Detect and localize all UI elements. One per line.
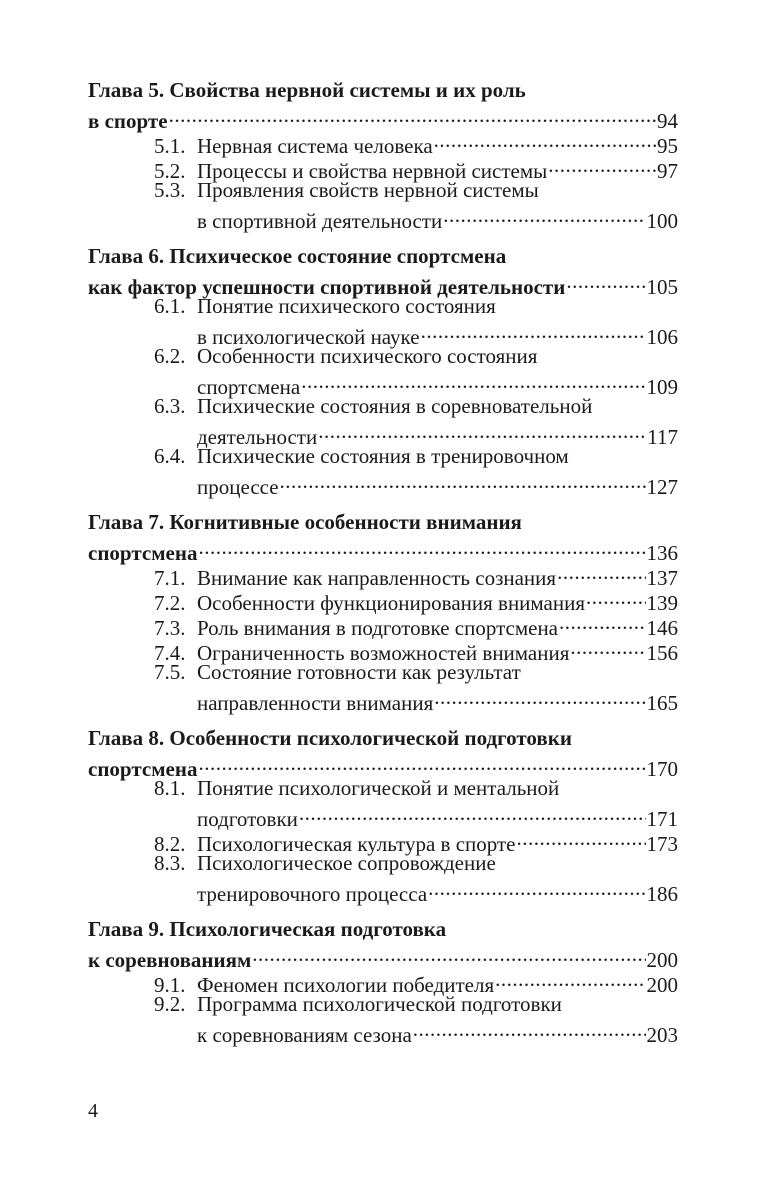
page-ref: 170: [646, 757, 678, 781]
section-entry-continued: деятельности ..... 117: [88, 419, 678, 444]
chapter-title-line1: Глава 8. Особенности психологической подготовки: [88, 726, 572, 750]
leader-dots: [198, 751, 645, 776]
section-entry: 7.2. Особенности функционирования внимания ..... 139: [88, 585, 678, 610]
section-entry-continued: в психологической науке ..... 106: [88, 319, 678, 344]
leader-dots: [495, 967, 645, 992]
leader-dots: [570, 635, 645, 660]
section-entry-continued: подготовки ..... 171: [88, 801, 678, 826]
section-entry: 6.3. Психические состояния в соревновательной: [154, 394, 593, 418]
section-entry: 7.1. Внимание как направленность сознания ..... 137: [88, 560, 678, 585]
leader-dots: [586, 585, 645, 610]
section-entry-continued: процессе ..... 127: [88, 469, 678, 494]
leader-dots: [428, 876, 645, 901]
section-entry: 9.2. Программа психологической подготовки: [154, 992, 562, 1016]
leader-dots: [443, 203, 645, 228]
table-of-contents: [88, 78, 678, 1058]
chapter-9: [88, 917, 678, 1047]
leader-dots: [434, 128, 656, 153]
section-entry: 5.3. Проявления свойств нервной системы: [154, 178, 539, 202]
chapter-title-line1: Глава 5. Свойства нервной системы и их роль: [88, 78, 526, 102]
chapter-title-line2: в спорте ..... 94: [88, 103, 678, 128]
chapter-8: [88, 726, 678, 906]
page-ref: 94: [657, 109, 678, 133]
chapter-title-line1: Глава 7. Когнитивные особенности внимания: [88, 510, 522, 534]
chapter-title-line1: Глава 9. Психологическая подготовка: [88, 917, 447, 941]
section-entry: 9.1. Феномен психологии победителя ..... 200: [88, 967, 678, 992]
chapter-title-line2: как фактор успешности спортивной деятельности ..... 105: [88, 269, 678, 294]
section-entry: 5.1. Нервная система человека ..... 95: [88, 128, 678, 153]
leader-dots: [421, 319, 646, 344]
chapter-6: [88, 244, 678, 499]
leader-dots: [566, 269, 645, 294]
chapter-5: [88, 78, 678, 233]
page-ref: 200: [646, 948, 678, 972]
section-entry-continued: спортсмена ..... 109: [88, 369, 678, 394]
leader-dots: [557, 560, 645, 585]
leader-dots: [516, 826, 645, 851]
leader-dots: [198, 535, 645, 560]
section-entry-continued: в спортивной деятельности ..... 100: [88, 203, 678, 228]
section-entry: 7.4. Ограниченность возможностей внимания ..... 156: [88, 635, 678, 660]
section-entry: 7.5. Состояние готовности как результат: [154, 660, 521, 684]
chapter-7: [88, 510, 678, 715]
section-entry: 6.4. Психические состояния в тренировочном: [154, 444, 569, 468]
leader-dots: [413, 1017, 646, 1042]
page-ref: 136: [646, 541, 678, 565]
leader-dots: [559, 610, 646, 635]
section-entry: 8.1. Понятие психологической и ментальной: [154, 776, 560, 800]
section-entry: 8.2. Психологическая культура в спорте ..... 173: [88, 826, 678, 851]
leader-dots: [548, 153, 656, 178]
section-entry-continued: тренировочного процесса ..... 186: [88, 876, 678, 901]
leader-dots: [252, 942, 645, 967]
leader-dots: [318, 419, 646, 444]
section-entry: 7.3. Роль внимания в подготовке спортсмена ..... 146: [88, 610, 678, 635]
section-entry: 6.1. Понятие психического состояния: [154, 294, 496, 318]
leader-dots: [280, 469, 646, 494]
leader-dots: [299, 801, 646, 826]
leader-dots: [301, 369, 645, 394]
chapter-title-line2: спортсмена ..... 170: [88, 751, 678, 776]
section-entry-continued: направленности внимания ..... 165: [88, 685, 678, 710]
leader-dots: [169, 103, 656, 128]
page-number: 4: [88, 1100, 98, 1122]
section-entry: 5.2. Процессы и свойства нервной системы ..... 97: [88, 153, 678, 178]
chapter-title-line2: к соревнованиям ..... 200: [88, 942, 678, 967]
chapter-title-line2: спортсмена ..... 136: [88, 535, 678, 560]
chapter-title-line1: Глава 6. Психическое состояние спортсмена: [88, 244, 507, 268]
page-ref: 105: [646, 275, 678, 299]
section-entry-continued: к соревнованиям сезона ..... 203: [88, 1017, 678, 1042]
leader-dots: [434, 685, 645, 710]
section-entry: 8.3. Психологическое сопровождение: [154, 851, 496, 875]
section-entry: 6.2. Особенности психического состояния: [154, 344, 538, 368]
